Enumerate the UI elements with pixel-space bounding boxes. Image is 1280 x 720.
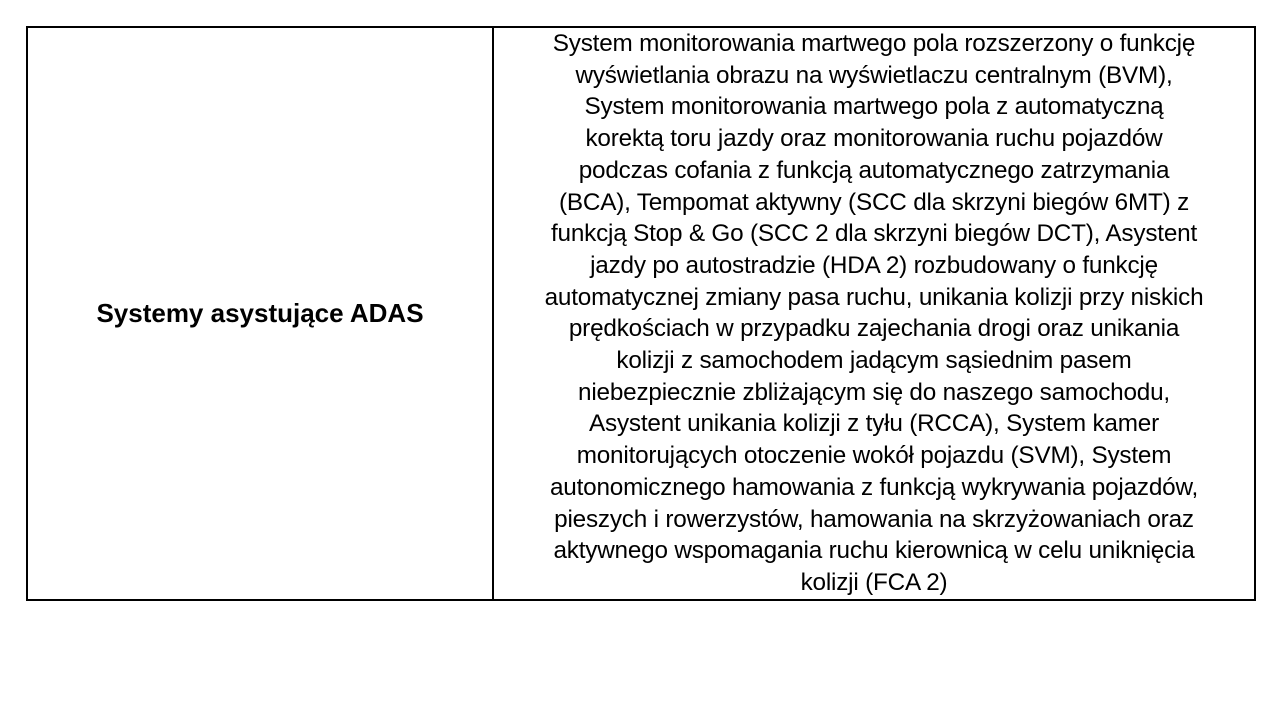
row-value-cell: [493, 27, 1255, 600]
row-label: Systemy asystujące ADAS: [96, 298, 424, 329]
spec-table: [26, 26, 1256, 601]
row-label-cell: [27, 27, 493, 600]
table-row: [27, 27, 1255, 600]
row-value: System monitorowania martwego pola rozszerzony o funkcję wyświetlania obrazu na wyświetlaczu centralnym (BVM), System monitorowania martwego pola z automatyczną korektą toru jazdy oraz monitorowania ruchu pojazdów podczas cofania z funkcją automatycznego zatrzymania (BCA), Tempomat aktywny (SCC dla skrzyni biegów 6MT) z funkcją Stop & Go (SCC 2 dla skrzyni biegów DCT), Asystent jazdy po autostradzie (HDA 2) rozbudowany o funkcję automatycznej zmiany pasa ruchu, unikania kolizji przy niskich prędkościach w przypadku zajechania drogi oraz unikania kolizji z samochodem jadącym sąsiednim pasem niebezpiecznie zbliżającym się do naszego samochodu, Asystent unikania kolizji z tyłu (RCCA), System kamer monitorujących otoczenie wokół pojazdu (SVM), System autonomicznego hamowania z funkcją wykrywania pojazdów, pieszych i rowerzystów, hamowania na skrzyżowaniach oraz aktywnego wspomagania ruchu kierownicą w celu uniknięcia kolizji (FCA 2): [544, 30, 1204, 596]
